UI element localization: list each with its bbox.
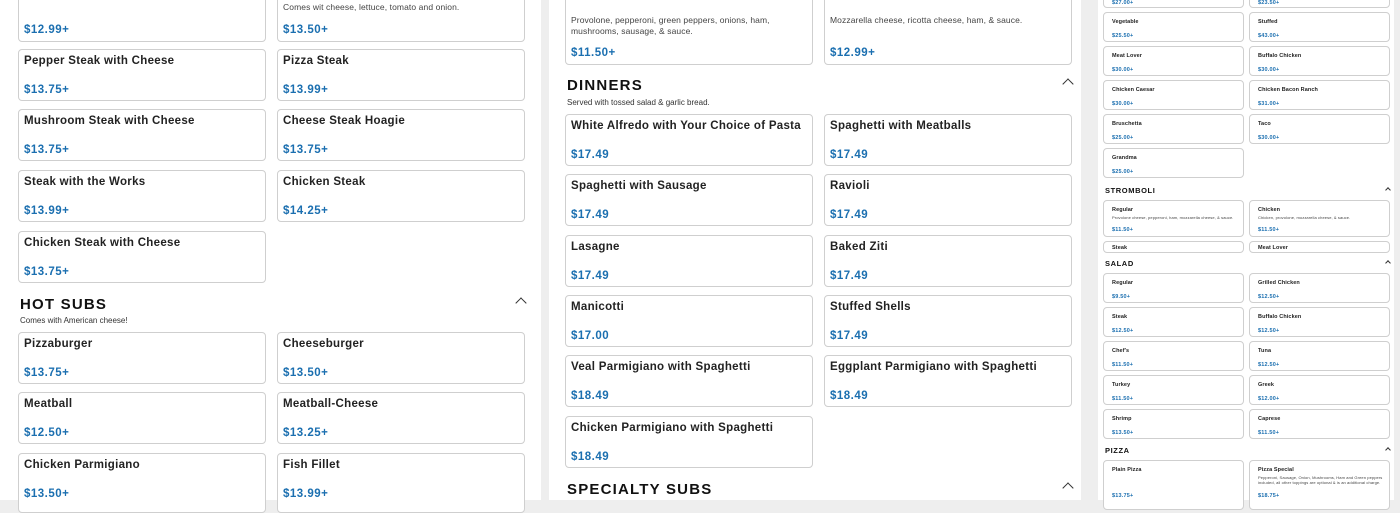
item-name: Lasagne [571, 241, 620, 253]
item-name: Bruschetta [1112, 121, 1142, 127]
item-price: $30.00+ [1112, 101, 1134, 107]
item-price: $12.50+ [24, 427, 70, 439]
item-price: $30.00+ [1258, 135, 1280, 141]
item-price: $12.50+ [1112, 328, 1134, 334]
item-name: Meat Lover [1258, 245, 1289, 251]
item-description: Pepperoni, Sausage, Onion, Mushrooms, Ham and Green peppers included, all other toppings are optional & is an additional charge. [1258, 475, 1383, 485]
item-price: $13.75+ [283, 144, 329, 156]
item-name: Taco [1258, 121, 1271, 127]
item-price: $17.49 [830, 270, 869, 282]
item-price: $43.00+ [1258, 33, 1280, 39]
item-price: $25.00+ [1112, 169, 1134, 175]
menu-item-card[interactable] [1103, 12, 1244, 42]
collapse-chevron-icon[interactable] [1385, 187, 1391, 193]
item-name [571, 0, 717, 1]
menu-item-card[interactable] [1103, 273, 1244, 303]
item-price: $18.49 [571, 390, 610, 402]
item-price: $12.50+ [1258, 362, 1280, 368]
item-name [830, 0, 876, 1]
item-price: $25.00+ [1112, 135, 1134, 141]
menu-column-subs [0, 0, 541, 500]
item-name: Chicken Caesar [1112, 87, 1155, 93]
menu-item-card[interactable] [1249, 273, 1390, 303]
item-price: $13.99+ [283, 488, 329, 500]
menu-item-card[interactable] [1103, 341, 1244, 371]
item-name: Turkey [1112, 382, 1131, 388]
menu-item-card[interactable] [1103, 460, 1244, 510]
menu-item-card[interactable] [1103, 148, 1244, 178]
item-name: Chicken Parmigiano with Spaghetti [571, 422, 774, 434]
item-price: $18.49 [830, 390, 869, 402]
menu-item-card[interactable] [1103, 200, 1244, 237]
menu-item-card[interactable] [1249, 114, 1390, 144]
menu-item-card[interactable] [1249, 241, 1390, 253]
item-price: $23.50+ [1258, 0, 1280, 6]
section-title-salad: SALAD [1105, 259, 1134, 268]
item-price: $13.75+ [24, 84, 70, 96]
item-name: Regular [1112, 207, 1134, 213]
item-name: Steak [1112, 245, 1128, 251]
item-name: Tuna [1258, 348, 1272, 354]
collapse-chevron-icon[interactable] [1062, 482, 1073, 493]
item-name: Greek [1258, 382, 1275, 388]
item-name: Caprese [1258, 416, 1281, 422]
menu-item-card[interactable] [1103, 0, 1244, 8]
item-name: Stuffed Shells [830, 301, 911, 313]
item-name: Eggplant Parmigiano with Spaghetti [830, 361, 1037, 373]
item-description: Comes wit cheese, lettuce, tomato and onion. [283, 2, 460, 12]
item-name: Stuffed [1258, 19, 1278, 25]
menu-item-card[interactable] [1103, 409, 1244, 439]
item-name: Buffalo Chicken [1258, 314, 1302, 320]
item-name: Manicotti [571, 301, 625, 313]
item-price: $13.75+ [24, 266, 70, 278]
section-subtitle: Served with tossed salad & garlic bread. [567, 98, 710, 107]
item-price: $30.00+ [1112, 67, 1134, 73]
section-title-dinners: DINNERS [567, 77, 643, 94]
item-name: Pepper Steak with Cheese [24, 55, 175, 67]
item-name: Chicken Parmigiano [24, 459, 140, 471]
menu-item-card[interactable] [1249, 12, 1390, 42]
item-name: Steak [1112, 314, 1128, 320]
item-price: $11.50+ [1258, 227, 1280, 233]
menu-item-card[interactable] [18, 332, 266, 384]
item-name: Baked Ziti [830, 241, 888, 253]
item-name: Cheeseburger [283, 338, 364, 350]
menu-item-card[interactable] [824, 174, 1072, 226]
item-price: $17.49 [830, 209, 869, 221]
menu-item-card[interactable] [824, 355, 1072, 407]
item-price: $12.00+ [1258, 396, 1280, 402]
item-price: $17.49 [830, 330, 869, 342]
item-name: Vegetable [1112, 19, 1139, 25]
menu-item-card[interactable] [1103, 375, 1244, 405]
item-name: Spaghetti with Sausage [571, 180, 707, 192]
menu-item-card[interactable] [824, 0, 1072, 65]
item-price: $17.49 [571, 270, 610, 282]
item-description: Chicken, provolone, mozzarella cheese, & sauce. [1258, 215, 1351, 220]
menu-item-card[interactable] [18, 170, 266, 222]
item-name: Chef's [1112, 348, 1130, 354]
menu-item-card[interactable] [565, 295, 813, 347]
item-price: $13.75+ [24, 144, 70, 156]
menu-item-card[interactable] [1249, 460, 1390, 510]
item-price: $12.50+ [1258, 294, 1280, 300]
item-name: Steak with the Works [24, 176, 146, 188]
item-price: $30.00+ [1258, 67, 1280, 73]
item-price: $17.49 [571, 209, 610, 221]
item-price: $27.00+ [1112, 0, 1134, 6]
menu-item-card[interactable] [1103, 46, 1244, 76]
item-name: Chicken Steak with Cheese [24, 237, 181, 249]
item-price: $13.99+ [283, 84, 329, 96]
item-price: $17.00 [571, 330, 610, 342]
item-name: Grilled Chicken [1258, 280, 1300, 286]
collapse-chevron-icon[interactable] [515, 297, 526, 308]
collapse-chevron-icon[interactable] [1385, 447, 1391, 453]
section-subtitle: Comes with American cheese! [20, 316, 128, 325]
menu-item-card[interactable] [277, 170, 525, 222]
section-title-hot-subs: HOT SUBS [20, 296, 108, 313]
menu-item-card[interactable] [1249, 341, 1390, 371]
item-price: $17.49 [571, 149, 610, 161]
item-price: $11.50+ [1112, 362, 1134, 368]
section-title-pizza: PIZZA [1105, 446, 1130, 455]
item-price: $18.75+ [1258, 493, 1280, 499]
item-price: $13.75+ [24, 367, 70, 379]
collapse-chevron-icon[interactable] [1385, 260, 1391, 266]
section-title-stromboli: STROMBOLI [1105, 186, 1156, 195]
menu-item-card[interactable] [277, 453, 525, 513]
item-name: Buffalo Chicken [1258, 53, 1302, 59]
item-name: Pizza Steak [283, 55, 349, 67]
menu-item-card[interactable] [824, 114, 1072, 166]
item-price: $31.00+ [1258, 101, 1280, 107]
item-price: $11.50+ [1112, 227, 1134, 233]
menu-item-card[interactable] [824, 235, 1072, 287]
item-price: $12.50+ [1258, 328, 1280, 334]
item-price: $13.50+ [283, 367, 329, 379]
item-price: $9.50+ [1112, 294, 1131, 300]
item-price: $11.50+ [571, 47, 616, 59]
menu-item-card[interactable] [1249, 375, 1390, 405]
item-name: Chicken [1258, 207, 1281, 213]
item-description: Provolone, pepperoni, green peppers, onions, ham, mushrooms, sausage, & sauce. [571, 15, 770, 36]
menu-item-card[interactable] [1103, 241, 1244, 253]
menu-item-card[interactable] [565, 114, 813, 166]
item-name: Shrimp [1112, 416, 1132, 422]
menu-item-card[interactable] [565, 355, 813, 407]
menu-item-card[interactable] [18, 109, 266, 161]
item-name: Regular [1112, 280, 1134, 286]
collapse-chevron-icon[interactable] [1062, 78, 1073, 89]
item-name: Pizza Special [1258, 467, 1294, 473]
item-price: $13.50+ [24, 488, 70, 500]
menu-item-card[interactable] [1249, 0, 1390, 8]
menu-item-card[interactable] [18, 49, 266, 101]
item-name: Cheese Steak Hoagie [283, 115, 406, 127]
menu-item-card[interactable] [1249, 46, 1390, 76]
item-name: Ravioli [830, 180, 870, 192]
item-price: $14.25+ [283, 205, 329, 217]
item-name: Fish Fillet [283, 459, 340, 471]
item-price: $13.25+ [283, 427, 329, 439]
menu-column-pizza [1098, 0, 1394, 500]
menu-item-card[interactable] [18, 392, 266, 444]
menu-item-card[interactable] [277, 0, 525, 42]
item-price: $13.75+ [1112, 493, 1134, 499]
menu-item-card[interactable] [565, 0, 813, 65]
item-price: $25.50+ [1112, 33, 1134, 39]
menu-item-card[interactable] [277, 49, 525, 101]
item-price: $18.49 [571, 451, 610, 463]
menu-item-card[interactable] [18, 453, 266, 513]
item-price: $11.50+ [1112, 396, 1134, 402]
item-name: Meatball-Cheese [283, 398, 379, 410]
item-price: $17.49 [830, 149, 869, 161]
item-price: $13.99+ [24, 205, 70, 217]
menu-item-card[interactable] [277, 392, 525, 444]
item-price: $12.99+ [24, 24, 70, 36]
item-price: $11.50+ [1258, 430, 1280, 436]
item-name: Mushroom Steak with Cheese [24, 115, 195, 127]
item-name: Veal Parmigiano with Spaghetti [571, 361, 751, 373]
menu-item-card[interactable] [824, 295, 1072, 347]
menu-item-card[interactable] [277, 332, 525, 384]
menu-item-card[interactable] [1249, 307, 1390, 337]
menu-item-card[interactable] [1249, 409, 1390, 439]
item-name: Plain Pizza [1112, 467, 1142, 473]
item-price: $12.99+ [830, 47, 876, 59]
menu-item-card[interactable] [18, 0, 266, 42]
section-title-specialty-subs: SPECIALTY SUBS [567, 481, 713, 498]
item-name: Grandma [1112, 155, 1137, 161]
item-name: Pizzaburger [24, 338, 93, 350]
menu-item-card[interactable] [18, 231, 266, 283]
menu-item-card[interactable] [565, 174, 813, 226]
menu-item-card[interactable] [1249, 200, 1390, 237]
item-name: Spaghetti with Meatballs [830, 120, 972, 132]
item-price: $13.50+ [283, 24, 329, 36]
menu-item-card[interactable] [565, 235, 813, 287]
menu-item-card[interactable] [1103, 307, 1244, 337]
item-name: Chicken Steak [283, 176, 366, 188]
menu-item-card[interactable] [565, 416, 813, 468]
item-name: Meat Lover [1112, 53, 1143, 59]
menu-item-card[interactable] [277, 109, 525, 161]
item-description: Mozzarella cheese, ricotta cheese, ham, & sauce. [830, 15, 1023, 25]
item-description: Provolone cheese, pepperoni, ham, mozzarella cheese, & sauce. [1112, 215, 1234, 220]
item-name: White Alfredo with Your Choice of Pasta [571, 120, 802, 132]
menu-column-dinners [549, 0, 1081, 500]
menu-item-card[interactable] [1103, 114, 1244, 144]
menu-item-card[interactable] [1249, 80, 1390, 110]
item-price: $13.50+ [1112, 430, 1134, 436]
menu-item-card[interactable] [1103, 80, 1244, 110]
item-name: Chicken Bacon Ranch [1258, 87, 1318, 93]
item-name: Meatball [24, 398, 73, 410]
